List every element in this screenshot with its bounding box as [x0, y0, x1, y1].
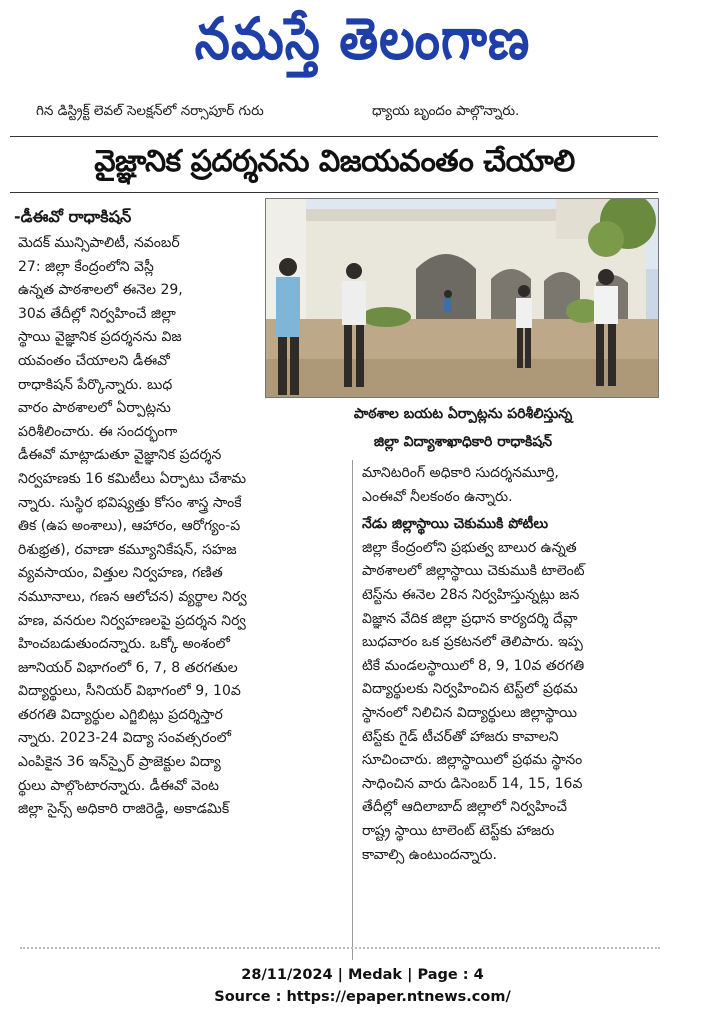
previous-article-tail-right: ధ్యాయ బృందం పాల్గొన్నారు. — [372, 103, 520, 119]
newspaper-title: నమస్తే తెలంగాణ — [194, 5, 531, 72]
source-link[interactable]: Source : https://epaper.ntnews.com/ — [214, 989, 511, 1005]
text-line: జిల్లా సైన్స్ అధికారి రాజిరెడ్డి, అకాడమిక్ — [18, 801, 230, 818]
text-line: తరగతి విద్యార్థుల ఎగ్జిబిట్లు ప్రదర్శిస్తార — [18, 706, 223, 723]
text-line: వారం పాఠశాలలో ఏర్పాట్లను — [18, 400, 171, 417]
column-divider — [352, 460, 353, 960]
text-line: ఎంఈవో నీలకంఠం ఉన్నారు. — [362, 488, 513, 505]
caption-line: జిల్లా విద్యాశాఖాధికారి రాధాకిషన్ — [373, 434, 553, 450]
article-left-column — [18, 232, 348, 822]
text-line: విజ్ఞాన వేదిక జిల్లా ప్రధాన కార్యదర్శి దేవ్లా — [362, 610, 578, 627]
text-line: హించబడుతుందన్నారు. ఒక్కో అంశంలో — [18, 636, 230, 653]
text-line: స్థాయి వైజ్ఞానిక ప్రదర్శనను విజ — [18, 329, 182, 346]
text-line: హణ, వనరుల నిర్వహణలపై ప్రదర్శన నిర్వ — [18, 612, 246, 629]
article-byline: -డీఈవో రాధాకిషన్ — [14, 207, 132, 226]
text-line: విద్యార్థులు, సీనియర్ విభాగంలో 9, 10వ — [18, 683, 241, 700]
text-line: పరిశీలించారు. ఈ సందర్భంగా — [18, 423, 178, 440]
text-line: యవంతం చేయాలని డీఈవో — [18, 352, 170, 369]
text-line: స్థానంలో నిలిచిన విద్యార్థులు జిల్లాస్థాయి — [362, 704, 578, 721]
masthead-logo — [0, 0, 725, 92]
article-right-column — [362, 462, 660, 867]
sub-heading: నేడు జిల్లాస్థాయి చెకుముకి పోటీలు — [362, 516, 549, 533]
text-line: వ్యవసాయం, విత్తుల నిర్వహణ, గణిత — [18, 565, 223, 582]
separator-rule — [10, 136, 658, 137]
text-line: మానిటరింగ్ అధికారి సుదర్శనమూర్తి, — [362, 465, 559, 481]
headline-rule — [10, 192, 658, 193]
text-line: 30వ తేదీల్లో నిర్వహించే జిల్లా — [18, 305, 176, 322]
text-line: కావాల్సి ఉంటుందన్నారు. — [362, 846, 497, 863]
previous-article-tail-left: గిన డిస్ట్రిక్ట్ లెవల్ సెలక్షన్‌లో నర్సాపూర్ గురు — [36, 103, 264, 119]
text-line: టెస్ట్‌కు గైడ్ టీచర్‌తో హాజరు కావాలని — [362, 728, 559, 745]
text-line: న్నారు. 2023-24 విద్యా సంవత్సరంలో — [18, 730, 232, 747]
text-line: టికే మండలస్థాయిలో 8, 9, 10వ తరగతి — [362, 657, 585, 674]
article-headline: వైజ్ఞానిక ప్రదర్శనను విజయవంతం చేయాలి — [94, 144, 575, 179]
text-line: పాఠశాలలో జిల్లాస్థాయి చెకుముకి టాలెంట్ — [362, 563, 585, 580]
text-line: జిల్లా కేంద్రంలోని ప్రభుత్వ బాలుర ఉన్నత — [362, 539, 577, 556]
edition-info: 28/11/2024 | Medak | Page : 4 — [241, 967, 484, 983]
text-line: సాధించిన వారు డిసెంబర్ 14, 15, 16వ — [362, 775, 583, 792]
text-line: బుధవారం ఒక ప్రకటనలో తెలిపారు. ఇప్ప — [362, 634, 583, 651]
caption-line: పాఠశాల బయట ఏర్పాట్లను పరిశీలిస్తున్న — [353, 406, 573, 422]
text-line: న్నారు. సుస్థిర భవిష్యత్తు కోసం శాస్త్ర సాంకే — [18, 494, 242, 511]
text-line: ఉన్నత పాఠశాలలో ఈనెల 29, — [18, 282, 183, 299]
text-line: జూనియర్ విభాగంలో 6, 7, 8 తరగతుల — [18, 659, 238, 676]
text-line: సూచించారు. జిల్లాస్థాయిలో ప్రథమ స్థానం — [362, 752, 583, 769]
text-line: రిశుభ్రత), రవాణా కమ్యూనికేషన్, సహజ — [18, 541, 237, 558]
text-line: డీఈవో మాట్లాడుతూ వైజ్ఞానిక ప్రదర్శన — [18, 447, 222, 464]
text-line: నమూనాలు, గణన ఆలోచన) వ్యర్థాల నిర్వ — [18, 588, 247, 605]
text-line: విద్యార్థులకు నిర్వహించిన టెస్ట్‌లో ప్రథమ — [362, 681, 578, 698]
text-line: తేదీల్లో ఆదిలాబాద్ జిల్లాలో నిర్వహించే — [362, 799, 568, 816]
text-line: 27: జిల్లా కేంద్రంలోని వెస్లీ — [18, 258, 154, 275]
page-bottom-edge — [20, 947, 660, 949]
page-footer — [0, 964, 725, 1008]
text-line: రాధాకిషన్ పేర్కొన్నారు. బుధ — [18, 376, 173, 393]
text-line: నిర్వహణకు 16 కమిటీలు ఏర్పాటు చేశామ — [18, 470, 247, 487]
text-line: టెస్ట్‌ను ఈనెల 28న నిర్వహిస్తున్నట్లు జన — [362, 586, 580, 603]
text-line: మెదక్ మున్సిపాలిటీ, నవంబర్ — [18, 235, 180, 251]
text-line: ర్థులు పాల్గొంటారన్నారు. డీఈవో వెంట — [18, 777, 219, 794]
text-line: ఎంపికైన 36 ఇన్‌స్పైర్ ప్రాజెక్టుల విద్యా — [18, 754, 221, 771]
text-line: తిక (ఉప అంశాలు), ఆహారం, ఆరోగ్యం-ప — [18, 518, 241, 535]
text-line: రాష్ట్ర స్థాయి టాలెంట్ టెస్ట్‌కు హాజరు — [362, 822, 555, 839]
